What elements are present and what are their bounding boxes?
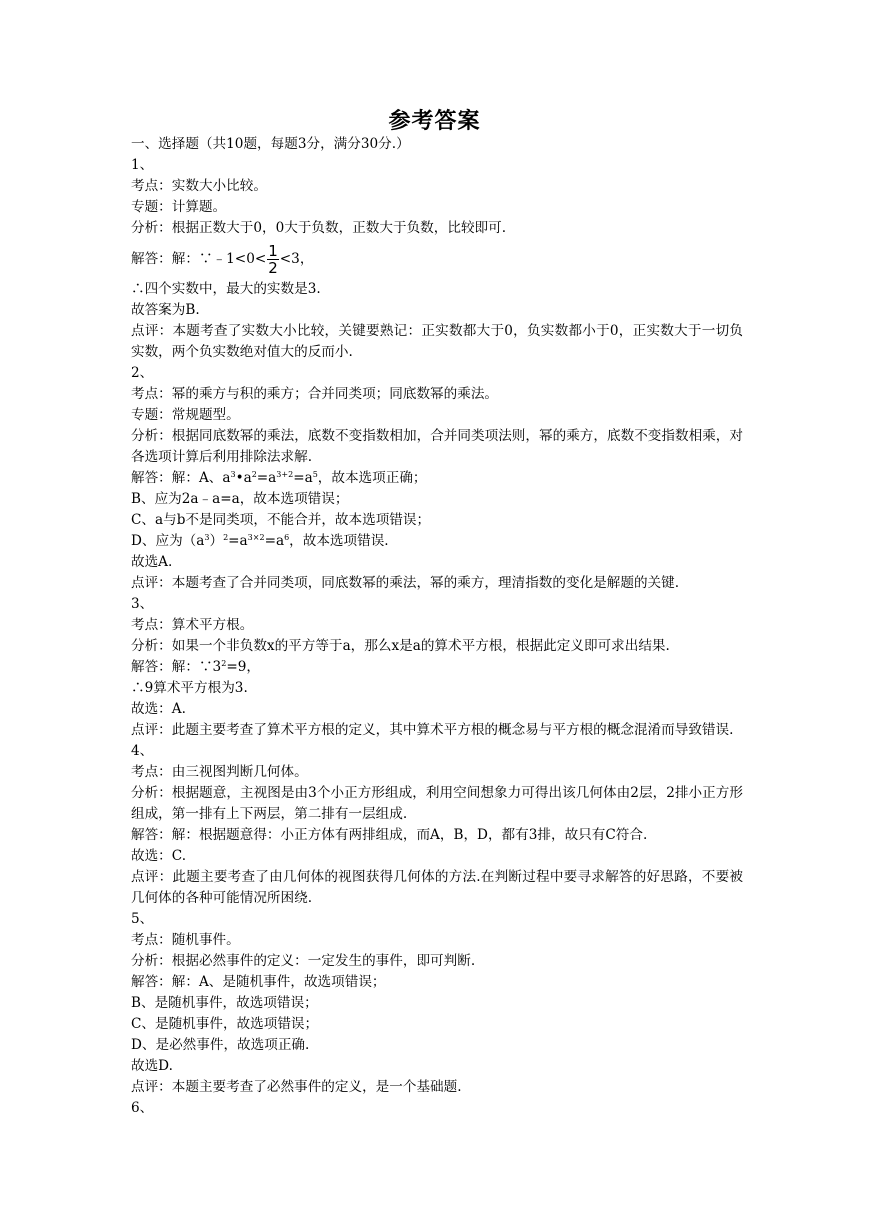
exponent: 5 xyxy=(312,470,318,479)
exponent: 3+2 xyxy=(276,470,294,479)
solution-line: B、是随机事件，故选项错误； xyxy=(131,995,318,1011)
solution-text: =a xyxy=(256,470,277,486)
solution-line: D、是必然事件，故选项正确. xyxy=(131,1037,310,1053)
solution-text: D、应为（a xyxy=(131,533,205,549)
fraction-numerator: 1 xyxy=(268,241,278,260)
analysis: 分析：如果一个非负数x的平方等于a，那么x是a的算术平方根，根据此定义即可求出结果. xyxy=(131,638,670,654)
solution-text: 解答：解：∵﹣1<0< xyxy=(131,251,267,267)
solution-line xyxy=(131,531,743,552)
solution-text: =a xyxy=(264,533,285,549)
page-title: 参考答案 xyxy=(388,109,481,134)
exponent: 3×2 xyxy=(247,533,265,542)
solution-line xyxy=(131,657,743,678)
answer-line: 故选：A. xyxy=(131,701,186,717)
analysis: 分析：根据正数大于0，0大于负数，正数大于负数，比较即可. xyxy=(131,220,507,236)
solution-text: •a xyxy=(235,470,252,486)
comment: 点评：此题主要考查了由几何体的视图获得几何体的方法.在判断过程中要寻求解答的好思路，不要被几何体的各种可能情况所困绕. xyxy=(131,869,743,906)
fraction xyxy=(267,243,279,276)
solution-line: 解答：解：根据题意得：小正方体有两排组成，而A，B，D，都有3排，故只有C符合. xyxy=(131,827,648,843)
key-point: 考点：算术平方根。 xyxy=(131,617,254,633)
solution-line: C、是随机事件，故选项错误； xyxy=(131,1016,319,1032)
solution-text: ，故本选项错误. xyxy=(289,533,389,549)
solution-line xyxy=(131,239,743,279)
comment: 点评：本题考查了实数大小比较，关键要熟记：正实数都大于0，负实数都小于0，正实数大于一切负实数，两个负实数绝对值大的反而小. xyxy=(131,323,743,360)
section-heading: 一、选择题（共10题，每题3分，满分30分.） xyxy=(131,136,410,152)
exponent: 2 xyxy=(221,659,227,668)
exponent: 6 xyxy=(284,533,290,542)
fraction-denominator: 2 xyxy=(268,258,278,277)
exponent: 2 xyxy=(251,470,257,479)
answer-line: 故选：C. xyxy=(131,848,187,864)
question-number: 4、 xyxy=(131,743,154,759)
solution-line: C、a与b不是同类项，不能合并，故本选项错误； xyxy=(131,512,431,528)
key-point: 考点：实数大小比较。 xyxy=(131,178,267,194)
comment: 点评：本题考查了合并同类项，同底数幂的乘法，幂的乘方，理清指数的变化是解题的关键. xyxy=(131,575,680,591)
solution-text: =a xyxy=(293,470,313,486)
solution-text: ，故本选项正确； xyxy=(317,470,427,486)
exponent: 2 xyxy=(223,533,229,542)
solution-text: ） xyxy=(209,533,224,549)
solution-line: B、应为2a﹣a=a，故本选项错误； xyxy=(131,491,349,507)
solution-text: 解答：解：∵3 xyxy=(131,659,222,675)
comment: 点评：本题主要考查了必然事件的定义，是一个基础题. xyxy=(131,1079,462,1095)
exponent: 3 xyxy=(230,470,236,479)
answer-content xyxy=(131,134,743,1119)
solution-text: 解答：解：A、a xyxy=(131,470,231,486)
solution-text: =9， xyxy=(226,659,260,675)
exponent: 3 xyxy=(204,533,210,542)
therefore-line: ∴四个实数中，最大的实数是3. xyxy=(131,281,321,297)
question-number: 1、 xyxy=(131,157,154,173)
question-number: 5、 xyxy=(131,911,154,927)
key-point: 考点：幂的乘方与积的乘方；合并同类项；同底数幂的乘法。 xyxy=(131,386,499,402)
key-point: 考点：由三视图判断几何体。 xyxy=(131,764,308,780)
question-number: 2、 xyxy=(131,365,154,381)
question-number: 3、 xyxy=(131,596,154,612)
comment: 点评：此题主要考查了算术平方根的定义，其中算术平方根的概念易与平方根的概念混淆而导致错误. xyxy=(131,722,734,738)
analysis: 分析：根据题意，主视图是由3个小正方形组成，利用空间想象力可得出该几何体由2层，2排小正方形组成，第一排有上下两层，第二排有一层组成. xyxy=(131,785,743,822)
solution-text: <3， xyxy=(279,251,314,267)
key-point: 考点：随机事件。 xyxy=(131,932,240,948)
solution-text: =a xyxy=(228,533,248,549)
answer-line: 故选D. xyxy=(131,1058,173,1074)
topic: 专题：常规题型。 xyxy=(131,407,240,423)
therefore-line: ∴9算术平方根为3. xyxy=(131,680,248,696)
topic: 专题：计算题。 xyxy=(131,199,227,215)
question-number: 6、 xyxy=(131,1100,154,1116)
solution-line: 解答：解：A、是随机事件，故选项错误； xyxy=(131,974,386,990)
analysis: 分析：根据必然事件的定义：一定发生的事件，即可判断. xyxy=(131,953,476,969)
answer-line: 故答案为B. xyxy=(131,302,200,318)
analysis: 分析：根据同底数幂的乘法，底数不变指数相加，合并同类项法则，幂的乘方，底数不变指数相乘，对各选项计算后利用排除法求解. xyxy=(131,428,743,465)
answer-line: 故选A. xyxy=(131,554,173,570)
solution-line xyxy=(131,468,743,489)
